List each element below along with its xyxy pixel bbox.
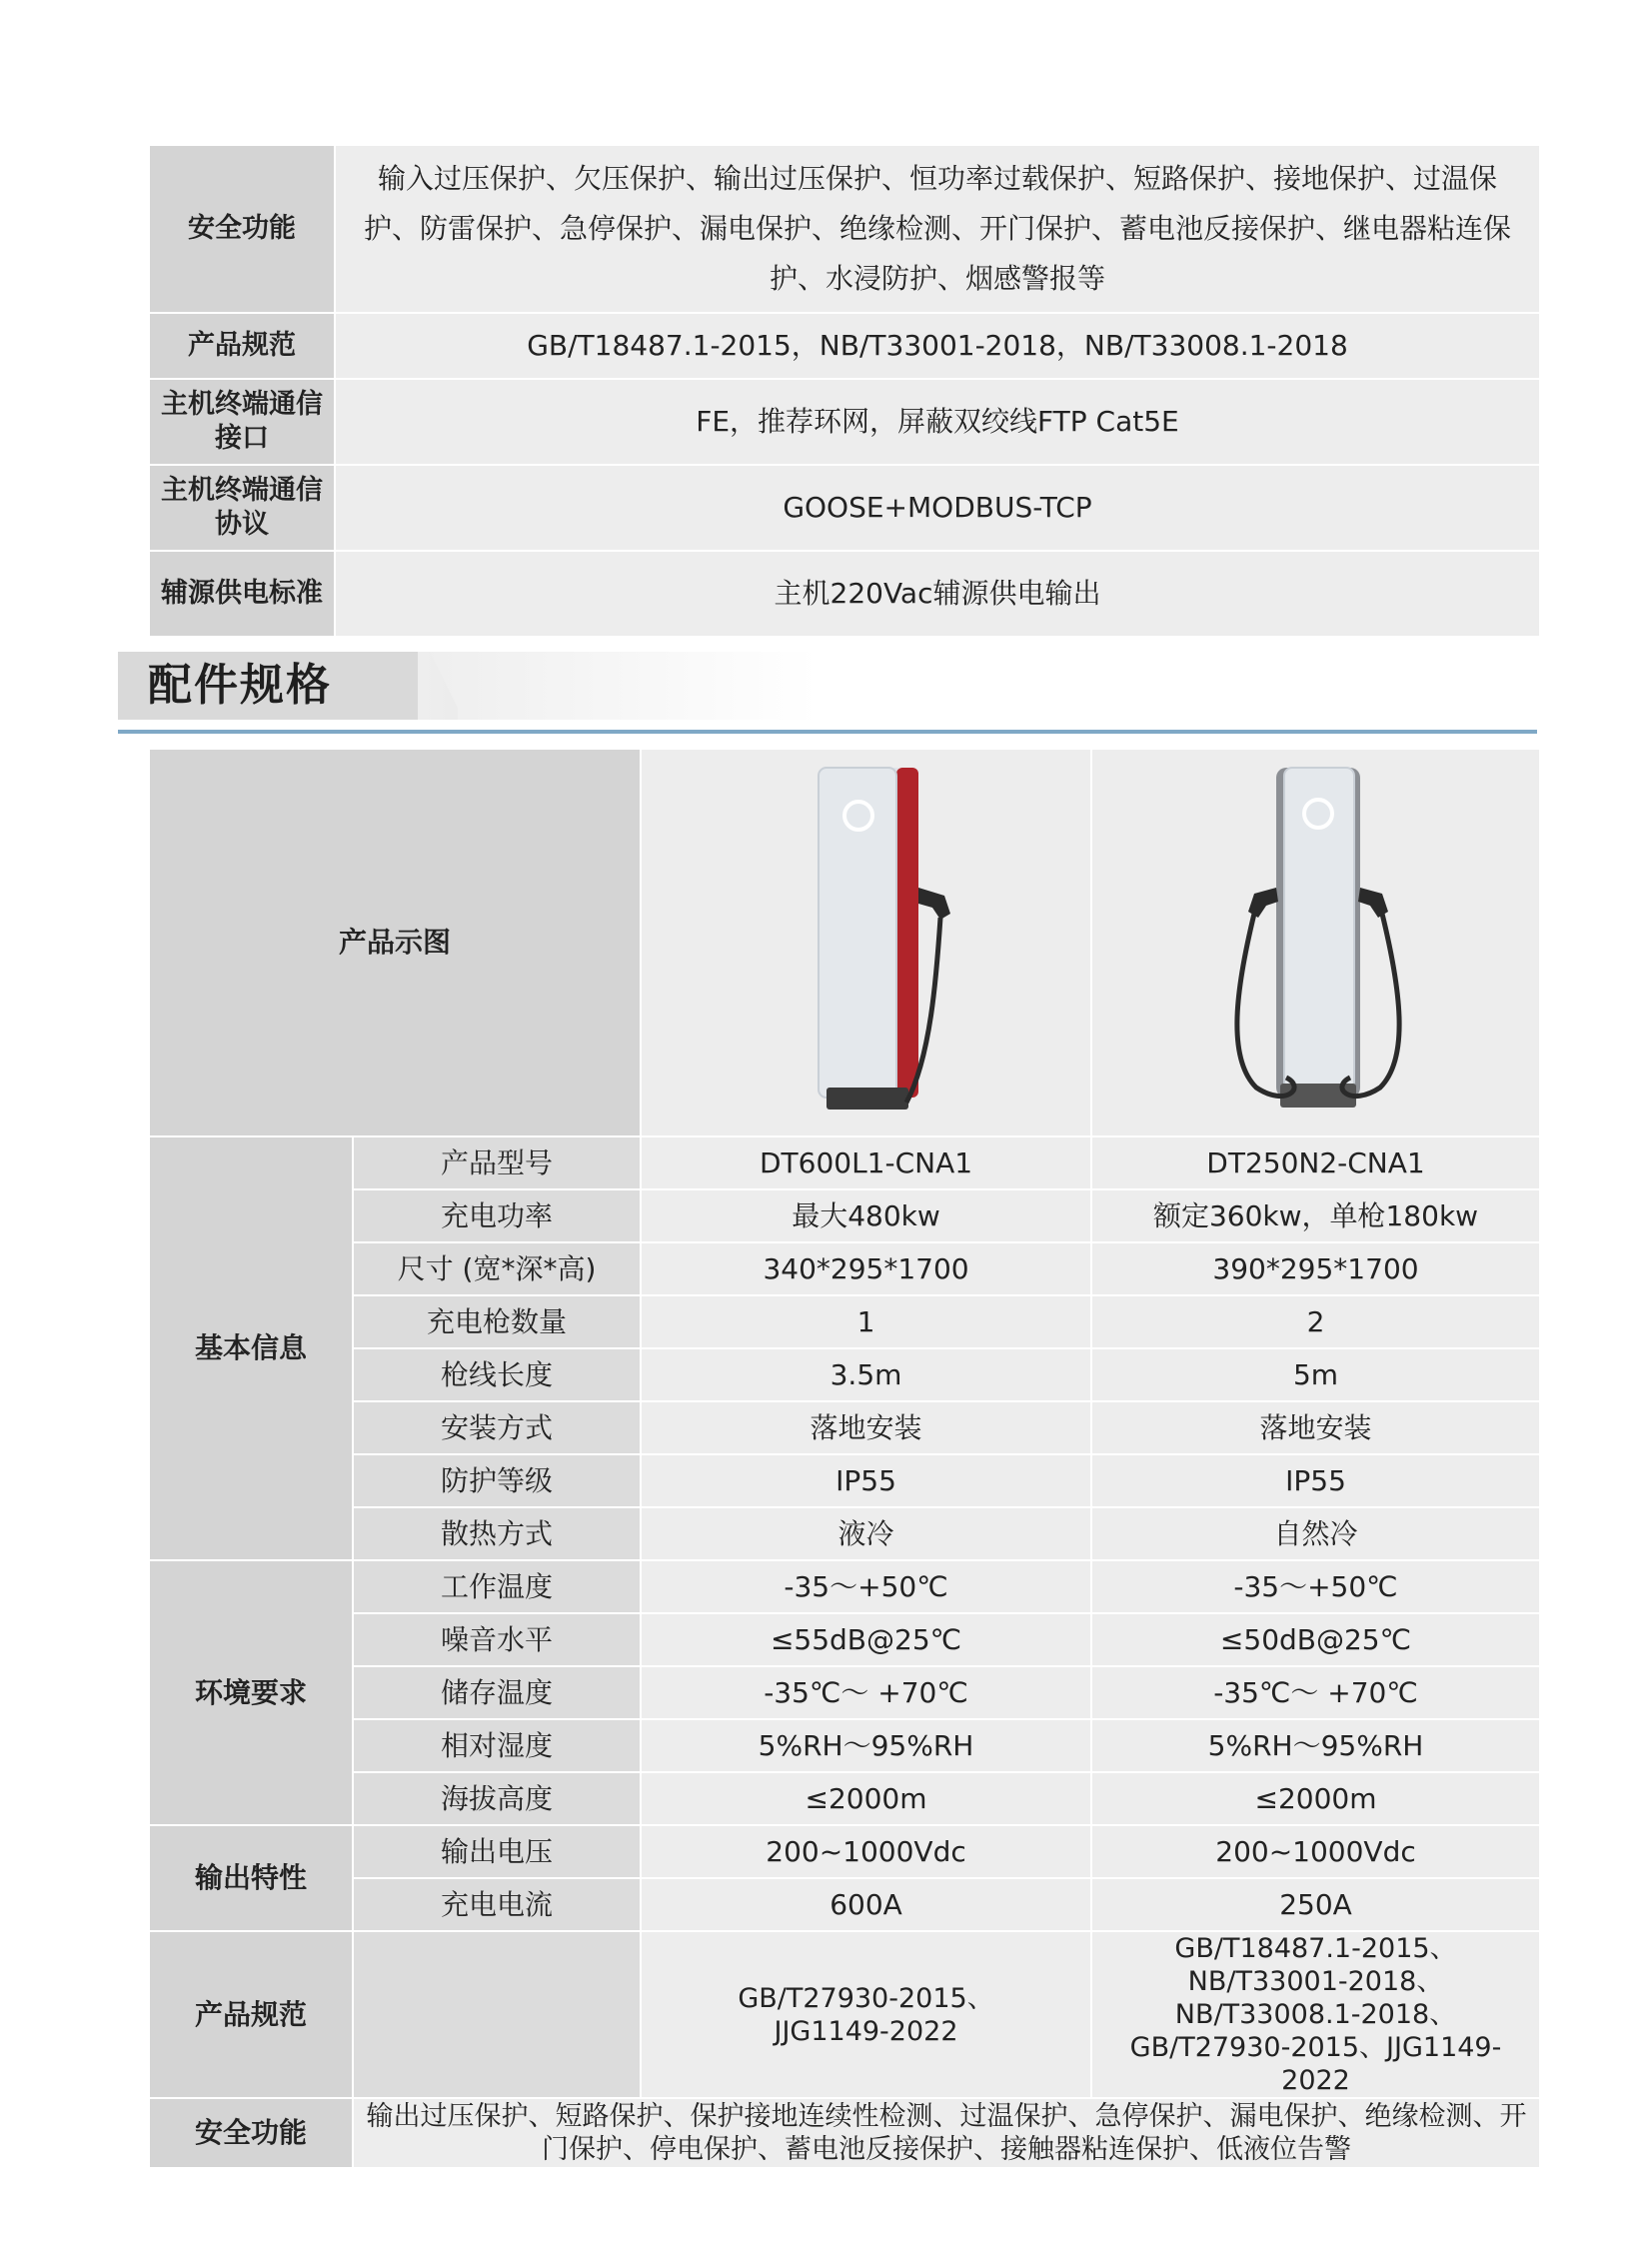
spec-value-product-1: 1 <box>641 1295 1091 1348</box>
table-row <box>149 1136 1540 1189</box>
spec-value-product-2: 额定360kw，单枪180kw <box>1091 1189 1540 1242</box>
safety-label: 安全功能 <box>149 2098 353 2168</box>
row-label: 辅源供电标准 <box>149 551 335 637</box>
spec-value-product-2: 200~1000Vdc <box>1091 1825 1540 1878</box>
table-row <box>149 1507 1540 1560</box>
spec-label: 枪线长度 <box>353 1348 641 1401</box>
table-row <box>149 551 1540 637</box>
table-row <box>149 1719 1540 1772</box>
spec-value-product-1: -35℃～ +70℃ <box>641 1666 1091 1719</box>
spec-value-product-1: 3.5m <box>641 1348 1091 1401</box>
standards-product-1: GB/T27930-2015、JJG1149-2022 <box>641 1931 1091 2098</box>
table-row <box>149 1348 1540 1401</box>
spec-label: 产品型号 <box>353 1136 641 1189</box>
spec-value-product-2: IP55 <box>1091 1454 1540 1507</box>
spec-value-product-2: ≤2000m <box>1091 1772 1540 1825</box>
spec-label: 储存温度 <box>353 1666 641 1719</box>
spec-label: 散热方式 <box>353 1507 641 1560</box>
table-row <box>149 1189 1540 1242</box>
spec-value-product-1: 5%RH～95%RH <box>641 1719 1091 1772</box>
table-row <box>149 1772 1540 1825</box>
spec-label: 输出电压 <box>353 1825 641 1878</box>
row-value: 输入过压保护、欠压保护、输出过压保护、恒功率过载保护、短路保护、接地保护、过温保护、防雷保护、急停保护、漏电保护、绝缘检测、开门保护、蓄电池反接保护、继电器粘连保护、水浸防护、烟感警报等 <box>335 145 1540 313</box>
spec-value-product-1: 液冷 <box>641 1507 1091 1560</box>
spec-label: 充电电流 <box>353 1878 641 1931</box>
row-label: 主机终端通信协议 <box>149 465 335 551</box>
table-row <box>149 145 1540 313</box>
spec-value-product-2: -35～+50℃ <box>1091 1560 1540 1613</box>
row-label: 安全功能 <box>149 145 335 313</box>
standards-blank <box>353 1931 641 2098</box>
group-label: 输出特性 <box>149 1825 353 1931</box>
spec-value-product-1: ≤2000m <box>641 1772 1091 1825</box>
image-row <box>149 749 1540 1136</box>
product-image-cell <box>641 749 1091 1136</box>
spec-value-product-2: -35℃～ +70℃ <box>1091 1666 1540 1719</box>
spec-value-product-1: 最大480kw <box>641 1189 1091 1242</box>
spec-value-product-2: 自然冷 <box>1091 1507 1540 1560</box>
product-image-cell <box>1091 749 1540 1136</box>
row-value: 主机220Vac辅源供电输出 <box>335 551 1540 637</box>
row-value: GB/T18487.1-2015，NB/T33001-2018，NB/T33008.1-2018 <box>335 313 1540 379</box>
spec-value-product-2: 5m <box>1091 1348 1540 1401</box>
standards-label: 产品规范 <box>149 1931 353 2098</box>
spec-label: 相对湿度 <box>353 1719 641 1772</box>
group-label: 基本信息 <box>149 1136 353 1560</box>
group-label: 环境要求 <box>149 1560 353 1825</box>
standards-product-2: GB/T18487.1-2015、NB/T33001-2018、NB/T33008.1-2018、GB/T27930-2015、JJG1149-2022 <box>1091 1931 1540 2098</box>
table-row <box>149 1560 1540 1613</box>
table-row <box>149 1295 1540 1348</box>
spec-value-product-2: DT250N2-CNA1 <box>1091 1136 1540 1189</box>
spec-label: 工作温度 <box>353 1560 641 1613</box>
table-row <box>149 1454 1540 1507</box>
spec-value-product-2: 250A <box>1091 1878 1540 1931</box>
table-row <box>149 1242 1540 1295</box>
section-header <box>118 650 1537 738</box>
spec-value-product-1: -35～+50℃ <box>641 1560 1091 1613</box>
table-row <box>149 465 1540 551</box>
section-tab-fade <box>418 652 818 720</box>
row-value: GOOSE+MODBUS-TCP <box>335 465 1540 551</box>
spec-value-product-2: 2 <box>1091 1295 1540 1348</box>
table-row <box>149 1401 1540 1454</box>
spec-label: 充电枪数量 <box>353 1295 641 1348</box>
spec-value-product-1: 200~1000Vdc <box>641 1825 1091 1878</box>
section-title: 配件规格 <box>148 660 332 711</box>
image-row-label: 产品示图 <box>149 749 641 1136</box>
spec-value-product-1: IP55 <box>641 1454 1091 1507</box>
table-row <box>149 1825 1540 1878</box>
spec-value-product-2: 5%RH～95%RH <box>1091 1719 1540 1772</box>
section-divider <box>118 730 1537 734</box>
spec-label: 安装方式 <box>353 1401 641 1454</box>
table-row <box>149 379 1540 465</box>
table-row <box>149 1878 1540 1931</box>
table-row <box>149 1613 1540 1666</box>
spec-value-product-1: ≤55dB@25℃ <box>641 1613 1091 1666</box>
accessory-spec-table <box>148 748 1541 2169</box>
row-label: 主机终端通信接口 <box>149 379 335 465</box>
row-value: FE，推荐环网，屏蔽双绞线FTP Cat5E <box>335 379 1540 465</box>
spec-value-product-1: 340*295*1700 <box>641 1242 1091 1295</box>
spec-label: 充电功率 <box>353 1189 641 1242</box>
spec-label: 噪音水平 <box>353 1613 641 1666</box>
spec-value-product-1: 600A <box>641 1878 1091 1931</box>
row-label: 产品规范 <box>149 313 335 379</box>
safety-value: 输出过压保护、短路保护、保护接地连续性检测、过温保护、急停保护、漏电保护、绝缘检测、开门保护、停电保护、蓄电池反接保护、接触器粘连保护、低液位告警 <box>353 2098 1540 2168</box>
spec-value-product-2: 落地安装 <box>1091 1401 1540 1454</box>
table-row <box>149 1666 1540 1719</box>
spec-value-product-2: 390*295*1700 <box>1091 1242 1540 1295</box>
charger-single-gun-icon <box>757 758 976 1127</box>
table-row <box>149 2098 1540 2168</box>
top-spec-table <box>148 144 1541 638</box>
spec-label: 尺寸 (宽*深*高) <box>353 1242 641 1295</box>
spec-value-product-2: ≤50dB@25℃ <box>1091 1613 1540 1666</box>
charger-dual-gun-icon <box>1196 758 1436 1127</box>
spec-value-product-1: 落地安装 <box>641 1401 1091 1454</box>
table-row <box>149 1931 1540 2098</box>
table-row <box>149 313 1540 379</box>
spec-value-product-1: DT600L1-CNA1 <box>641 1136 1091 1189</box>
spec-label: 海拔高度 <box>353 1772 641 1825</box>
spec-label: 防护等级 <box>353 1454 641 1507</box>
